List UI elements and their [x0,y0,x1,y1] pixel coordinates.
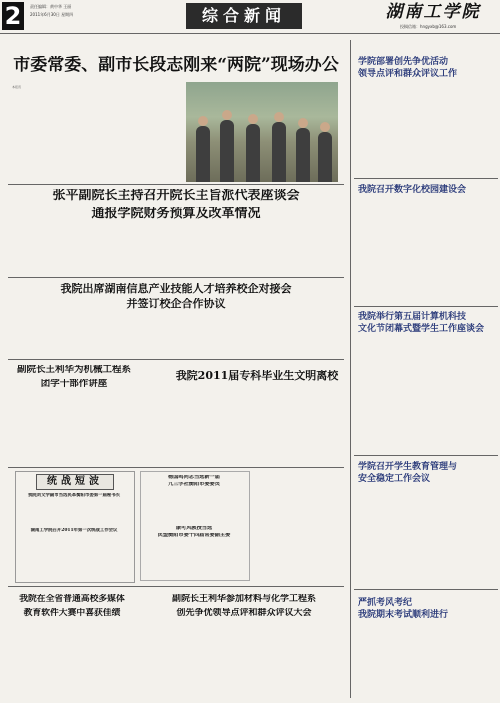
issue-date: 2011年6月30日 星期四 [30,12,74,17]
talent-body-2 [121,318,226,356]
news-photo [186,82,338,182]
mech-title-1: 副院长王利华为机械工程系 [16,365,131,375]
masthead-logo: 湖南工学院 [385,2,481,22]
photo-figure [246,124,260,182]
wang-body-2 [246,624,342,698]
yang-body [144,492,244,522]
grad-body-3 [286,390,342,464]
photo-figure [318,132,332,182]
media-body [12,624,134,698]
briefs-item2-title: 湖南工学院召开2011年第一次统战工作会议 [30,528,118,533]
s1-body [356,84,496,174]
wang-title-1: 副院长王利华参加材料与化学工程系 [171,594,316,604]
yang-title-2: 九三学社衡阳市委委员 [168,482,220,487]
s5-title-1: 严抓考风考纪 [358,598,413,608]
wang-body-1 [146,624,242,698]
talent-body-1 [12,318,117,356]
talent-title-2: 并签订校企合作协议 [126,298,226,310]
media-title-2: 教育软件大赛中喜获佳绩 [23,608,121,618]
main-headline: 市委常委、副市长段志刚来“两院”现场办公 [13,56,339,75]
section-title: 综合新闻 [186,3,302,29]
main-body-col1 [12,85,64,179]
kang-title-1: 康可风教授当选 [175,526,213,531]
main-byline: 本报讯 [12,85,22,89]
header-rule [0,33,500,34]
talent-title-1: 我院出席湖南信息产业技能人才培养校企对接会 [60,283,292,295]
zhang-body-2 [94,230,172,274]
divider [8,467,344,468]
zhang-body-4 [258,230,340,274]
divider [354,306,498,307]
yang-title-1: 杨国鸣同志当选新一届 [168,475,220,480]
briefs-title: 统战短波 [36,474,114,490]
photo-figure [220,120,234,182]
sidebar-rule [350,40,351,698]
s1-title-2: 领导点评和群众评议工作 [358,69,458,79]
s2-title: 我院召开数字化校园建设会 [358,185,467,195]
mech-body-2 [77,396,139,464]
center-right-body [252,472,342,584]
s5-body [356,625,496,697]
kang-body [144,543,244,577]
divider [354,178,498,179]
mech-body-1 [12,396,74,464]
grad-title: 我院2011届专科毕业生文明离校 [175,370,339,382]
s3-title-2: 文化节闭幕式暨学生工作座谈会 [358,324,485,334]
mech-title-2: 团学干部作讲座 [40,379,108,389]
s4-title-1: 学院召开学生教育管理与 [358,462,458,472]
s3-title-1: 我院举行第五届计算机科技 [358,312,467,322]
s4-body [356,489,496,585]
briefs-item1-title: 我院刘文学副市当选民革衡阳市委第一届秘书长 [27,493,121,498]
s5-title-2: 我院期末考试顺利进行 [358,610,449,620]
divider [8,586,344,587]
photo-figure [196,126,210,182]
divider [354,455,498,456]
s2-body [356,200,496,302]
zhang-title-2: 通报学院财务预算及改革情况 [91,207,261,221]
divider [8,184,344,185]
photo-figure [296,128,310,182]
divider [8,277,344,278]
s3-body [356,339,496,451]
zhang-body-1 [12,230,90,274]
wang-title-2: 创先争优领导点评和群众评议大会 [176,608,312,618]
grad-body-2 [229,390,283,464]
briefs-item1-body [18,502,130,524]
main-body-col2 [67,85,119,179]
divider [8,359,344,360]
divider [354,589,498,590]
zhang-body-3 [176,230,254,274]
grad-body-1 [172,390,226,464]
media-title-1: 我院在全省普通高校多媒体 [19,594,125,604]
photo-figure [272,122,286,182]
main-body-col3 [122,85,182,179]
kang-title-2: 民盟衡阳市委十四届常委副主委 [157,533,231,538]
zhang-title-1: 张平副院长主持召开院长主旨派代表座谈会 [52,189,300,203]
talent-body-3 [230,318,340,356]
briefs-item2-body [18,537,130,577]
s4-title-2: 安全稳定工作会议 [358,474,431,484]
page-number: 2 [2,2,24,30]
submission-email: 投稿信箱：hngyxb@163.com [400,24,457,29]
editors-line: 责任编辑：黄中华 王丽 [30,4,72,9]
mech-body-3 [142,362,168,464]
s1-title-1: 学院部署创先争优活动 [358,57,449,67]
